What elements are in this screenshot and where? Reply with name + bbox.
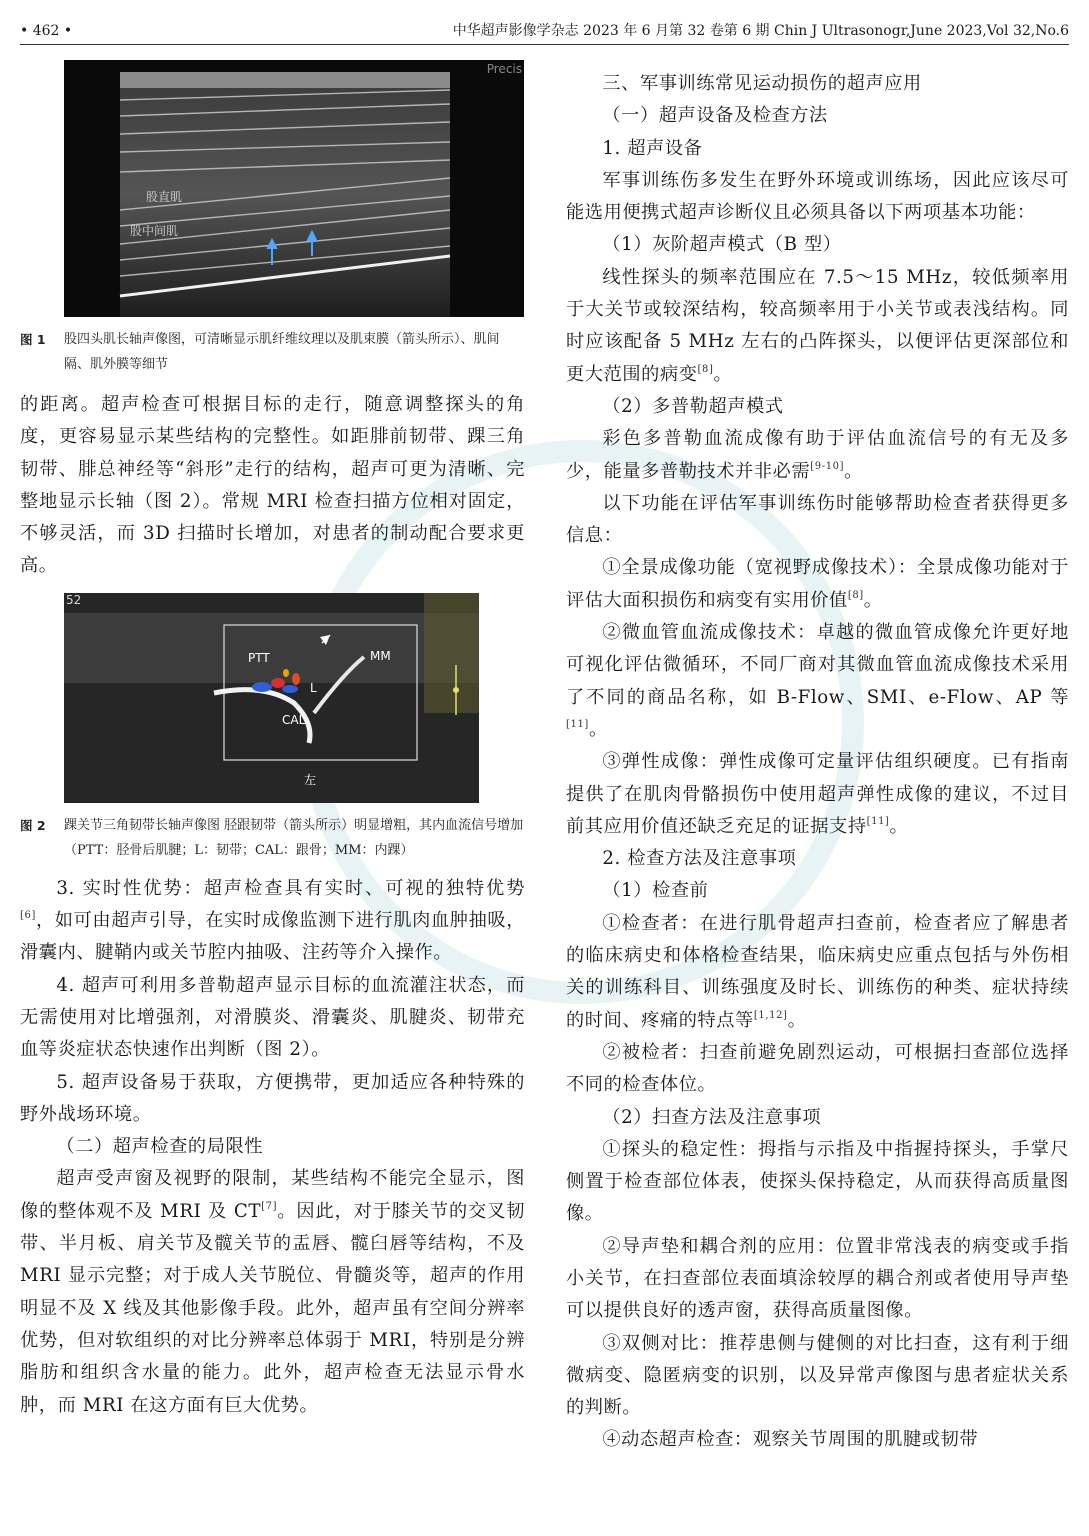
figure-2-caption-text: 踝关节三角韧带长轴声像图 胫跟韧带（箭头所示）明显增粗，其内血流信号增加（PTT：胫骨后肌腱；L：韧带；CAL：跟骨；MM：内踝）	[64, 817, 524, 858]
text-run: 。	[844, 460, 863, 482]
reference-mark: [8]	[697, 363, 714, 375]
right-paragraph-13: ④动态超声检查：观察关节周围的肌腱或韧带	[602, 1429, 979, 1451]
reference-mark: [8]	[847, 589, 864, 601]
page-number: • 462 •	[20, 23, 73, 39]
left-paragraph-2	[20, 873, 525, 970]
figure-1-caption-text: 股四头肌长轴声像图，可清晰显示肌纤维纹理以及肌束膜（箭头所示）、肌间隔、肌外膜等细节	[64, 332, 500, 372]
item-heading-3: （1）检查前	[602, 880, 709, 902]
reference-mark: [11]	[566, 718, 589, 730]
rectus-femoris-label: 股直肌	[146, 190, 183, 204]
page-header	[20, 18, 1069, 45]
text-run: ①检查者：在进行肌骨超声扫查前，检查者应了解患者的临床病史和体格检查结果，临床病史应重点包括与外伤相关的训练科目、训练强度及时长、训练伤的种类、症状持续的时间、疼痛的特点等	[566, 912, 1069, 1031]
left-paragraph-3: 4. 超声可利用多普勒超声显示目标的血流灌注状态，而无需使用对比增强剂，对滑膜炎、滑囊炎、肌腱炎、韧带充血等炎症状态快速作出判断（图 2）。	[20, 974, 525, 1061]
figure-2	[64, 593, 479, 803]
text-run: ②微血管血流成像技术：卓越的微血管成像允许更好地可视化评估微循环，不同厂商对其微血管血流成像技术采用了不同的商品名称，如 B-Flow、SMI、e-Flow、AP 等	[566, 622, 1069, 708]
text-run: 。	[863, 589, 883, 611]
item-heading-2: （2）多普勒超声模式	[602, 395, 784, 417]
section-heading: 三、军事训练常见运动损伤的超声应用	[602, 73, 922, 94]
subsubsection-heading: 1. 超声设备	[602, 137, 703, 159]
text-run: 彩色多普勒血流成像有助于评估血流信号的有无及多少，能量多普勒技术并非必需	[566, 428, 1069, 482]
reference-mark: [1,12]	[753, 1009, 788, 1021]
right-paragraph-10: ①探头的稳定性：拇指与示指及中指握持探头，手掌尺侧置于检查部位体表，使探头保持稳定，从而获得高质量图像。	[566, 1138, 1069, 1225]
right-paragraph-11: ②导声垫和耦合剂的应用：位置非常浅表的病变或手指小关节，在扫查部位表面填涂较厚的耦合剂或者使用导声垫可以提供良好的透声窗，获得高质量图像。	[566, 1235, 1069, 1322]
cal-label: CAL	[282, 712, 306, 727]
reference-mark: [7]	[261, 1200, 278, 1212]
right-paragraph-4: 以下功能在评估军事训练伤时能够帮助检查者获得更多信息：	[566, 492, 1069, 547]
mm-label: MM	[370, 648, 391, 663]
ptt-label: PTT	[248, 650, 270, 665]
side-label: 左	[304, 772, 317, 787]
ultrasound-ankle-image	[64, 593, 479, 803]
text-run: 。	[713, 363, 733, 385]
right-column	[566, 68, 1069, 1536]
item-heading-1: （1）灰阶超声模式（B 型）	[602, 234, 842, 256]
ligament-label: L	[310, 680, 317, 695]
text-run: 。	[787, 1009, 807, 1031]
journal-citation: 中华超声影像学杂志 2023 年 6 月第 32 卷第 6 期 Chin J Ultrasonogr,June 2023,Vol 32,No.6	[452, 23, 1069, 39]
right-paragraph-2	[566, 262, 1069, 391]
figure-1-caption	[20, 327, 525, 377]
text-run: 线性探头的频率范围应在 7.5～15 MHz，较低频率用于大关节或较深结构，较高频率用于小关节或表浅结构。同时应该配备 5 MHz 左右的凸阵探头，以便评估更深部位和更大范围的病变	[566, 266, 1069, 385]
figure-1	[64, 60, 524, 317]
right-paragraph-6	[566, 617, 1069, 746]
right-paragraph-9: ②被检者：扫查前避免剧烈运动，可根据扫查部位选择不同的检查体位。	[566, 1041, 1069, 1096]
right-paragraph-5	[566, 552, 1069, 617]
right-paragraph-3	[566, 423, 1069, 488]
figure-1-image	[64, 60, 524, 317]
right-paragraph-8	[566, 908, 1069, 1037]
right-paragraph-1: 军事训练伤多发生在野外环境或训练场，因此应该尽可能选用便携式超声诊断仪且必须具备以下两项基本功能：	[566, 169, 1069, 224]
depth-label: 52	[66, 592, 82, 607]
left-column	[20, 60, 525, 1536]
left-paragraph-4: 5. 超声设备易于获取，方便携带，更加适应各种特殊的野外战场环境。	[20, 1071, 525, 1125]
reference-mark: [9-10]	[810, 460, 845, 472]
right-paragraph-7	[566, 746, 1069, 843]
text-run: ③弹性成像：弹性成像可定量评估组织硬度。已有指南提供了在肌肉骨骼损伤中使用超声弹性成像的建议，不过目前其应用价值还缺乏充足的证据支持	[566, 751, 1069, 837]
text-run: 3. 实时性优势：超声检查具有实时、可视的独特优势	[56, 877, 525, 899]
subsection-heading: （一）超声设备及检查方法	[602, 105, 828, 127]
brand-label: Precis	[486, 62, 522, 76]
text-run: 。	[889, 815, 909, 837]
item-heading-4: （2）扫查方法及注意事项	[602, 1106, 822, 1128]
text-run: ，如可由超声引导，在实时成像监测下进行肌肉血肿抽吸，滑囊内、腱鞘内或关节腔内抽吸、注药等介入操作。	[20, 910, 525, 964]
subsubsection-heading-2: 2. 检查方法及注意事项	[602, 848, 797, 870]
left-paragraph-6	[20, 1163, 525, 1421]
figure-2-image	[64, 593, 479, 803]
left-paragraph-1: 的距离。超声检查可根据目标的走行，随意调整探头的角度，更容易显示某些结构的完整性。如距腓前韧带、踝三角韧带、腓总神经等“斜形”走行的结构，超声可更为清晰、完整地显示长轴（图 2）。常规 MRI 检查扫描方位相对固定，不够灵活，而 3D 扫描时长增加，对患者的制动配合要求更高。	[20, 394, 525, 577]
vastus-intermedius-label: 股中间肌	[130, 224, 179, 238]
text-run: 。	[588, 718, 608, 740]
text-run: 超声受声窗及视野的限制，某些结构不能完全显示，图像的整体观不及 MRI 及 CT	[20, 1168, 525, 1222]
text-run: 。因此，对于膝关节的交叉韧带、半月板、肩关节及髋关节的盂唇、髋臼唇等结构，不及 MRI 显示完整；对于成人关节脱位、骨髓炎等，超声的作用明显不及 X 线及其他影像手段。此外，超声虽有空间分辨率优势，但对软组织的对比分辨率总体弱于 MRI，特别是分辨脂肪和组织含水量的能力。此外，超声检查无法显示骨水肿，而 MRI 在这方面有巨大优势。	[20, 1200, 525, 1416]
right-paragraph-12: ③双侧对比：推荐患侧与健侧的对比扫查，这有利于细微病变、隐匿病变的识别，以及异常声像图与患者症状关系的判断。	[566, 1332, 1069, 1419]
figure-2-label: 图 2	[20, 817, 46, 833]
figure-1-label: 图 1	[20, 332, 46, 347]
reference-mark: [6]	[20, 910, 36, 922]
reference-mark: [11]	[866, 815, 890, 827]
figure-2-caption	[20, 813, 525, 863]
text-run: ①全景成像功能（宽视野成像技术）：全景成像功能对于评估大面积损伤和病变有实用价值	[566, 557, 1069, 611]
ultrasound-muscle-image	[64, 60, 524, 317]
left-subheading: （二）超声检查的局限性	[56, 1136, 264, 1158]
